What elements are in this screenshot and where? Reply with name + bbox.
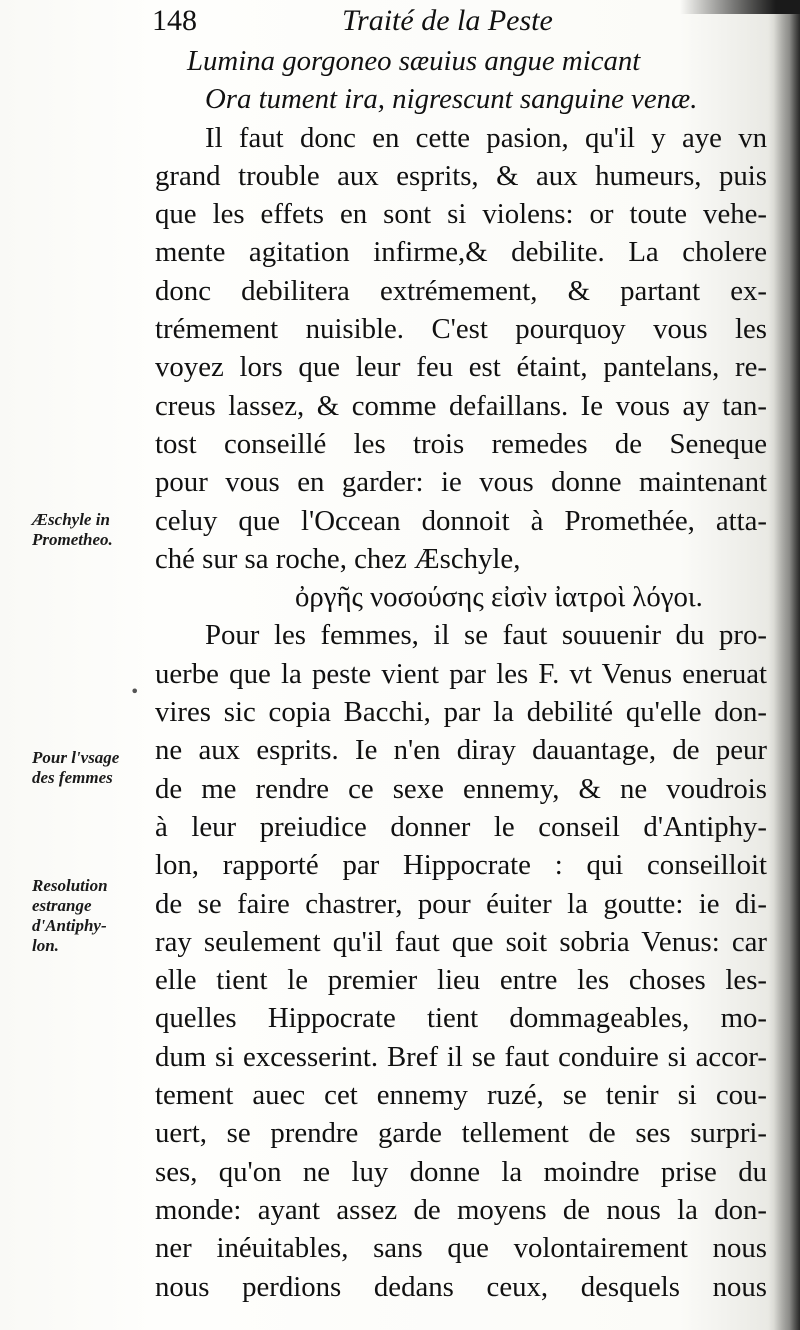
margin-note-line: d'Antiphy-	[32, 916, 107, 935]
text-line: voyez lors que leur feu est étaint, pantelans, re-	[155, 351, 767, 384]
margin-note-women	[32, 748, 156, 788]
text-line: à leur preiudice donner le conseil d'Antiphy-	[155, 810, 767, 843]
margin-note-antiphylon	[32, 876, 156, 956]
margin-note-line: des femmes	[32, 768, 113, 787]
text-line: monde: ayant assez de moyens de nous la don-	[155, 1193, 767, 1226]
margin-note-aeschylus	[32, 510, 156, 550]
text-line: celuy que l'Occean donnoit à Promethée, atta-	[155, 504, 767, 537]
text-line: uert, se prendre garde tellement de ses surpri-	[155, 1117, 767, 1150]
verse-line: Ora tument ira, nigrescunt sanguine venæ.	[205, 83, 698, 116]
text-line: dum si excesserint. Bref il se faut conduire si accor-	[155, 1040, 767, 1073]
text-line: ner inéuitables, sans que volontairement nous	[155, 1232, 767, 1265]
text-line: mente agitation infirme,& debilite. La cholere	[155, 236, 767, 269]
margin-note-line: Æschyle in	[32, 510, 110, 529]
running-title: Traité de la Peste	[342, 4, 553, 37]
page-number: 148	[152, 4, 197, 37]
ink-speck: •	[130, 682, 140, 701]
text-line: ché sur sa roche, chez Æschyle,	[155, 542, 521, 575]
text-line: elle tient le premier lieu entre les choses les-	[155, 964, 767, 997]
text-line: lon, rapporté par Hippocrate : qui conseilloit	[155, 849, 767, 882]
margin-note-line: estrange	[32, 896, 92, 915]
verse-line: Lumina gorgoneo sæuius angue micant	[187, 45, 641, 77]
text-line: ray seulement qu'il faut que soit sobria Venus: car	[155, 925, 767, 958]
text-line: tement auec cet ennemy ruzé, se tenir si cou-	[155, 1079, 767, 1112]
body-text	[155, 42, 767, 1306]
text-line: ses, qu'on ne luy donne la moindre prise du	[155, 1155, 767, 1188]
text-line: Il faut donc en cette pasion, qu'il y aye vn	[205, 121, 767, 154]
page-gutter-shadow	[774, 0, 800, 1330]
text-line: creus lassez, & comme defaillans. Ie vous ay tan-	[155, 389, 767, 422]
margin-note-line: lon.	[32, 936, 59, 955]
text-line: de se faire chastrer, pour éuiter la goutte: ie di-	[155, 887, 767, 920]
text-line: uerbe que la peste vient par les F. vt Venus eneruat	[155, 657, 767, 690]
text-line: pour vous en garder: ie vous donne maintenant	[155, 466, 767, 499]
text-line: de me rendre ce sexe ennemy, & ne voudrois	[155, 772, 767, 805]
margin-note-line: Prometheo.	[32, 530, 113, 549]
greek-quote-line: ὀργῆς νοσούσης εἰσὶν ἰατροὶ λόγοι.	[295, 581, 703, 614]
margin-note-line: Pour l'vsage	[32, 748, 120, 767]
text-line: ne aux esprits. Ie n'en diray dauantage, de peur	[155, 734, 767, 767]
text-line: que les effets en sont si violens: or toute vehe-	[155, 198, 767, 231]
text-line: Pour les femmes, il se faut souuenir du pro-	[205, 619, 767, 652]
margin-note-line: Resolution	[32, 876, 108, 895]
text-line: nous perdions dedans ceux, desquels nous	[155, 1270, 767, 1303]
text-line: vires sic copia Bacchi, par la debilité qu'elle don-	[155, 696, 767, 729]
text-line: donc debilitera extrémement, & partant ex-	[155, 274, 767, 307]
page-header	[152, 4, 772, 38]
text-line: quelles Hippocrate tient dommageables, mo-	[155, 1002, 767, 1035]
text-line: trémement nuisible. C'est pourquoy vous les	[155, 313, 767, 346]
text-line: grand trouble aux esprits, & aux humeurs, puis	[155, 159, 767, 192]
text-line: tost conseillé les trois remedes de Seneque	[155, 427, 767, 460]
